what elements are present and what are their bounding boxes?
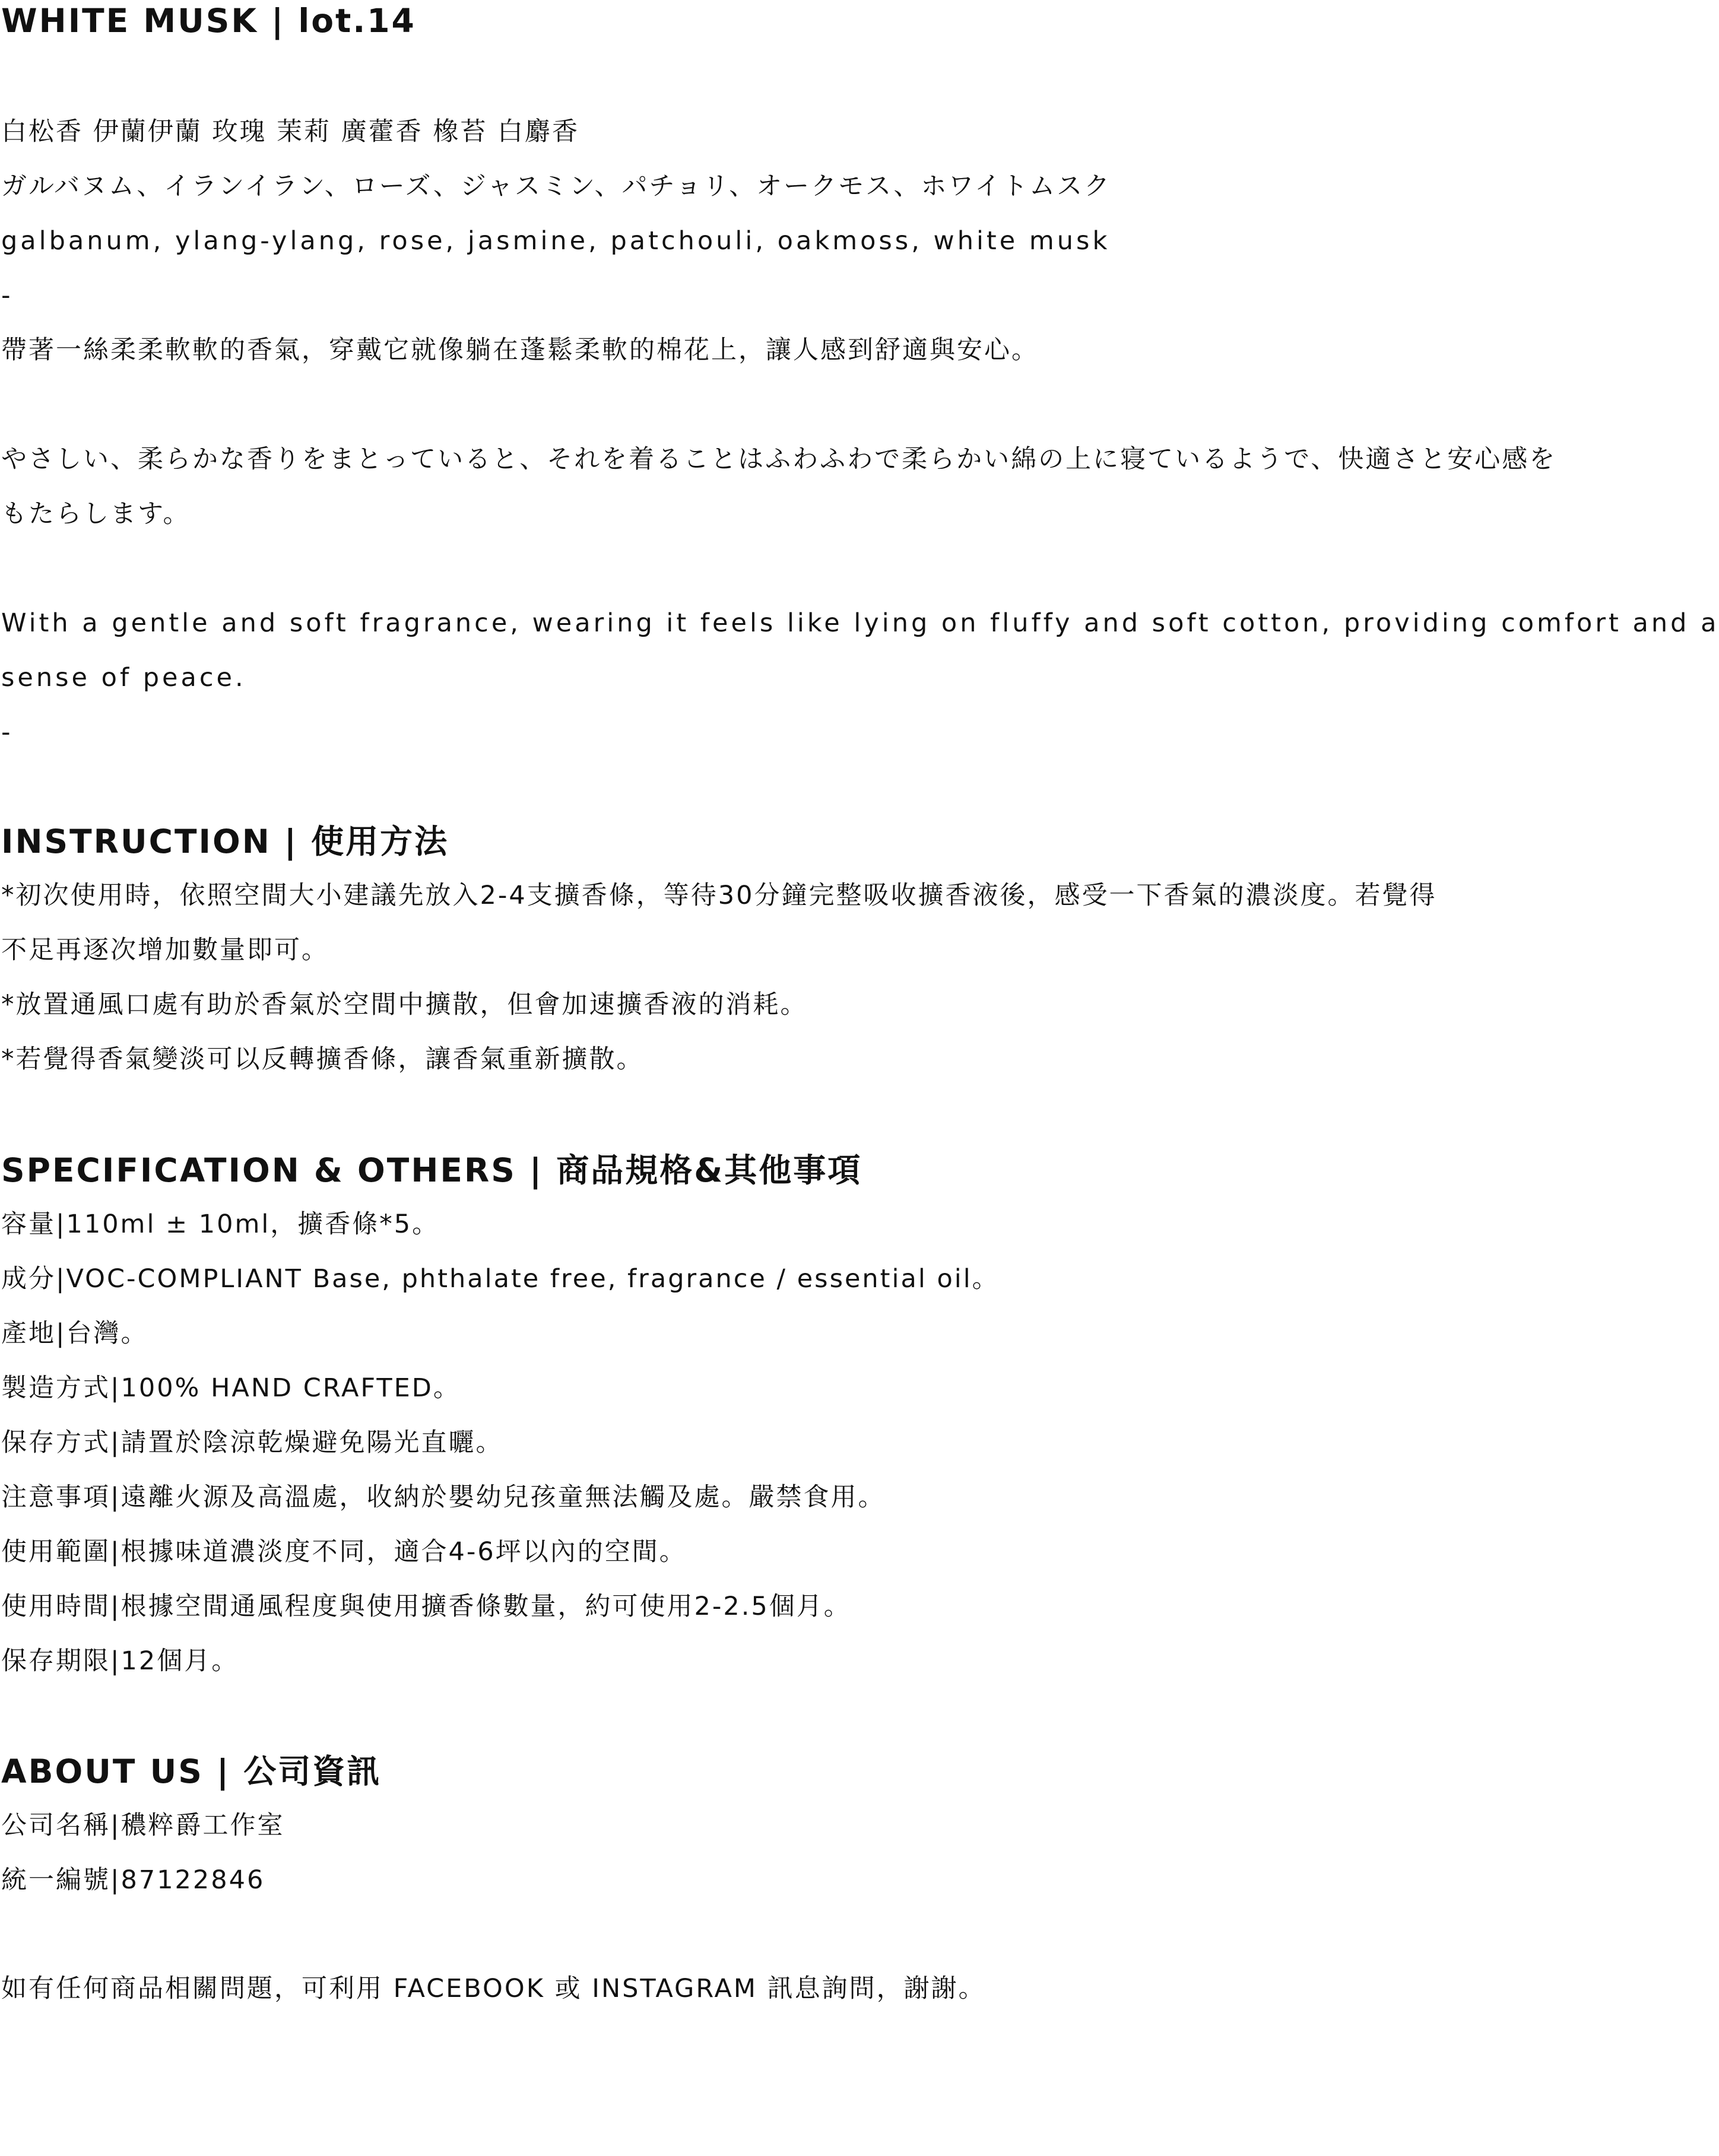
spec-item: 成分|VOC-COMPLIANT Base, phthalate free, fragrance / essential oil。 (1, 1264, 1000, 1294)
specification-block (1, 1197, 1000, 1688)
spec-item: 使用時間|根據空間通風程度與使用擴香條數量，約可使用2-2.5個月。 (1, 1592, 851, 1621)
description-ja-line2: もたらします。 (1, 499, 191, 529)
about-block (1, 1798, 285, 1907)
description-en-line1: With a gentle and soft fragrance, wearing it feels like lying on fluffy and soft cotton, providing comfort and a (1, 608, 1719, 638)
spec-item: 保存期限|12個月。 (1, 1646, 239, 1676)
contact-note: 如有任何商品相關問題，可利用 FACEBOOK 或 INSTAGRAM 訊息詢問，謝謝。 (1, 1974, 986, 2003)
about-title: ABOUT US | 公司資訊 (1, 1752, 382, 1790)
product-title-block (1, 0, 416, 42)
notes-en: galbanum, ylang-ylang, rose, jasmine, patchouli, oakmoss, white musk (1, 226, 1111, 256)
spec-item: 容量|110ml ± 10ml，擴香條*5。 (1, 1209, 440, 1239)
spec-item: 製造方式|100% HAND CRAFTED。 (1, 1373, 461, 1403)
specification-title-block (1, 1150, 862, 1191)
spacer (1, 541, 1719, 596)
instruction-title: INSTRUCTION | 使用方法 (1, 823, 449, 861)
notes-zh: 白松香 伊蘭伊蘭 玫瑰 茉莉 廣藿香 橡苔 白麝香 (1, 117, 580, 147)
about-title-block (1, 1751, 381, 1792)
spec-item: 使用範圍|根據味道濃淡度不同，適合4-6坪以內的空間。 (1, 1537, 687, 1567)
spacer (1, 377, 1719, 432)
spec-item: 保存方式|請置於陰涼乾燥避免陽光直曬。 (1, 1428, 503, 1458)
specification-title: SPECIFICATION & OTHERS | 商品規格&其他事項 (1, 1151, 862, 1189)
contact-block (1, 1961, 986, 2016)
company-name: 公司名稱|穠粹爵工作室 (1, 1811, 285, 1840)
description-zh: 帶著一絲柔柔軟軟的香氣，穿戴它就像躺在蓬鬆柔軟的棉花上，讓人感到舒適與安心。 (1, 335, 1039, 365)
instruction-block (1, 868, 1436, 1087)
spec-item: 注意事項|遠離火源及高溫處，收納於嬰幼兒孩童無法觸及處。嚴禁食用。 (1, 1482, 886, 1512)
separator-dash: - (1, 717, 11, 747)
separator-dash: - (1, 281, 11, 310)
instruction-line: *若覺得香氣變淡可以反轉擴香條，讓香氣重新擴散。 (1, 1044, 644, 1074)
instruction-line: *初次使用時，依照空間大小建議先放入2-4支擴香條，等待30分鐘完整吸收擴香液後，感受一下香氣的濃淡度。若覺得 (1, 881, 1437, 910)
fragrance-notes-block (1, 104, 1719, 760)
tax-id: 統一編號|87122846 (1, 1865, 265, 1895)
instruction-line: *放置通風口處有助於香氣於空間中擴散，但會加速擴香液的消耗。 (1, 990, 808, 1020)
product-title: WHITE MUSK | lot.14 (1, 2, 416, 40)
description-en-line2: sense of peace. (1, 663, 246, 693)
notes-ja: ガルバヌム、イランイラン、ローズ、ジャスミン、パチョリ、オークモス、ホワイトムスク (1, 172, 1112, 201)
instruction-title-block (1, 821, 449, 862)
description-ja-line1: やさしい、柔らかな香りをまとっていると、それを着ることはふわふわで柔らかい綿の上に寝ているようで、快適さと安心感を (1, 444, 1557, 474)
instruction-line: 不足再逐次增加數量即可。 (1, 935, 329, 965)
spec-item: 產地|台灣。 (1, 1319, 148, 1348)
